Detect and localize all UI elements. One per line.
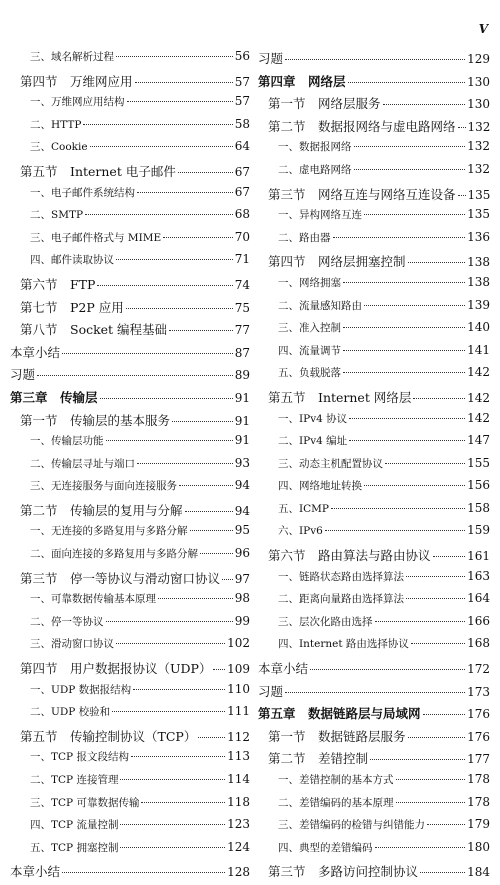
dot-leader (325, 530, 465, 531)
toc-entry-page: 91 (234, 433, 250, 448)
toc-entry (258, 388, 490, 411)
toc-entry-page: 91 (234, 390, 250, 405)
dot-leader (408, 737, 466, 738)
toc-entry-title: 二、传输层寻址与端口 (30, 457, 135, 470)
toc-entry-page: 156 (467, 478, 490, 493)
toc-entry (10, 659, 250, 682)
toc-entry (10, 230, 250, 253)
toc-entry-page: 56 (234, 49, 250, 63)
toc-entry-page: 141 (467, 342, 490, 357)
dot-leader (106, 621, 233, 622)
toc-entry (258, 636, 490, 659)
toc-entry (10, 749, 250, 772)
dot-leader (343, 282, 465, 283)
toc-entry (10, 840, 250, 863)
toc-entry-title: 三、层次化路由选择 (278, 615, 373, 628)
dot-leader (458, 127, 466, 128)
toc-entry (10, 72, 250, 95)
toc-entry-title: 第二节 传输层的复用与分解 (20, 502, 183, 518)
toc-entry-page: 178 (467, 794, 490, 809)
toc-entry-title: 二、UDP 校验和 (30, 706, 111, 719)
toc-entry (258, 252, 490, 275)
dot-leader (427, 824, 465, 825)
toc-entry-title: 一、TCP 报文段结构 (30, 751, 129, 764)
dot-leader (137, 192, 233, 193)
toc-entry-page: 118 (227, 794, 250, 809)
toc-entry (10, 298, 250, 321)
toc-entry-title: 二、差错编码的基本原理 (278, 796, 394, 809)
toc-entry (258, 523, 490, 546)
toc-entry (258, 207, 490, 230)
toc-entry-title: 第四章 网络层 (258, 73, 346, 89)
toc-entry-title: 四、TCP 流量控制 (30, 819, 119, 832)
toc-entry-page: 158 (467, 500, 490, 515)
toc-entry-title: 本章小结 (10, 344, 61, 360)
toc-entry-page: 74 (234, 277, 250, 292)
dot-leader (396, 802, 466, 803)
toc-entry-page: 135 (467, 207, 490, 222)
toc-entry-title: 二、IPv4 编址 (278, 435, 348, 448)
toc-entry-title: 一、无连接的多路复用与多路分解 (30, 525, 188, 538)
toc-entry-page: 176 (467, 707, 490, 722)
dot-leader (349, 440, 465, 441)
toc-entry-title: 一、可靠数据传输基本原理 (30, 593, 156, 606)
toc-entry (10, 456, 250, 479)
toc-entry (258, 614, 490, 637)
toc-entry-page: 87 (234, 345, 250, 360)
toc-entry-title: 第四节 网络层拥塞控制 (268, 254, 406, 270)
dot-leader (285, 692, 465, 693)
toc-entry (10, 569, 250, 592)
dot-leader (120, 824, 225, 825)
toc-entry-page: 179 (467, 817, 490, 832)
toc-entry (10, 49, 250, 72)
toc-entry-title: 二、SMTP (30, 209, 84, 222)
toc-entry (10, 636, 250, 659)
toc-entry (10, 343, 250, 366)
toc-entry-title: 第六节 FTP (20, 276, 96, 292)
toc-entry-page: 147 (467, 433, 490, 448)
toc-entry-title: 第三节 停一等协议与滑动窗口协议 (20, 570, 221, 586)
toc-entry (10, 365, 250, 388)
toc-entry (10, 275, 250, 298)
toc-entry-title: 第三节 网络互连与网络互连设备 (268, 186, 456, 202)
toc-entry (10, 795, 250, 818)
toc-entry-title: 三、Cookie (30, 141, 88, 154)
toc-entry (10, 501, 250, 524)
toc-entry-title: 三、域名解析过程 (30, 51, 114, 63)
toc-entry-page: 173 (467, 684, 490, 699)
toc-entry-title: 四、邮件读取协议 (30, 254, 114, 267)
dot-leader (348, 82, 466, 83)
toc-entry-title: 本章小结 (258, 661, 309, 677)
dot-leader (349, 418, 465, 419)
toc-entry (258, 840, 490, 863)
dot-leader (127, 101, 233, 102)
toc-entry (10, 320, 250, 343)
toc-entry (258, 478, 490, 501)
dot-leader (120, 847, 225, 848)
dot-leader (62, 353, 233, 354)
toc-entry-page: 161 (467, 549, 490, 564)
toc-entry-title: 第四节 用户数据报协议（UDP） (20, 661, 212, 677)
toc-entry (10, 704, 250, 727)
dot-leader (213, 669, 225, 670)
toc-entry-page: 142 (467, 390, 490, 405)
dot-leader (141, 802, 225, 803)
toc-entry (258, 727, 490, 750)
toc-entry-page: 159 (467, 523, 490, 538)
dot-leader (198, 737, 225, 738)
toc-entry (258, 795, 490, 818)
toc-entry-page: 180 (467, 839, 490, 854)
toc-entry (10, 388, 250, 411)
dot-leader (383, 104, 466, 105)
toc-entry-title: 二、流量感知路由 (278, 299, 362, 312)
toc-entry (258, 569, 490, 592)
dot-leader (179, 485, 233, 486)
toc-entry-page: 142 (467, 410, 490, 425)
toc-entry (10, 772, 250, 795)
toc-entry-title: 第六节 路由算法与路由协议 (268, 548, 431, 564)
dot-leader (37, 375, 233, 376)
dot-leader (116, 56, 233, 57)
toc-entry-title: 第一节 数据链路层服务 (268, 728, 406, 744)
toc-entry (258, 139, 490, 162)
dot-leader (163, 237, 233, 238)
toc-entry-page: 110 (227, 681, 250, 696)
toc-entry-page: 132 (467, 161, 490, 176)
dot-leader (116, 643, 225, 644)
toc-entry-title: 二、路由器 (278, 231, 331, 244)
toc-left-column (10, 49, 250, 885)
toc-entry-title: 本章小结 (10, 864, 61, 880)
toc-entry-page: 132 (467, 139, 490, 154)
toc-entry-page: 132 (467, 119, 490, 134)
toc-entry-title: 四、典型的差错编码 (278, 841, 373, 854)
toc-entry-page: 98 (234, 591, 250, 606)
toc-entry (258, 94, 490, 117)
dot-leader (343, 350, 465, 351)
toc-entry-title: 一、链路状态路由选择算法 (278, 570, 404, 583)
toc-entry-page: 166 (467, 613, 490, 628)
dot-leader (90, 146, 233, 147)
toc-entry-page: 102 (227, 636, 250, 651)
toc-entry (258, 433, 490, 456)
toc-entry-title: 四、Internet 路由选择协议 (278, 638, 409, 651)
toc-entry-title: 习题 (258, 51, 284, 66)
page-number: V (478, 22, 488, 36)
toc-entry-title: 三、差错编码的检错与纠错能力 (278, 819, 425, 832)
toc-entry (258, 862, 490, 885)
dot-leader (169, 330, 233, 331)
toc-entry-title: 习题 (258, 683, 284, 699)
toc-entry-page: 91 (234, 413, 250, 428)
dot-leader (370, 759, 465, 760)
toc-entry-title: 第二节 数据报网络与虚电路网络 (268, 118, 456, 134)
toc-entry (10, 252, 250, 275)
toc-entry (258, 343, 490, 366)
toc-entry (10, 433, 250, 456)
toc-entry (10, 682, 250, 705)
toc-entry-page: 138 (467, 274, 490, 289)
toc-entry-title: 第五节 Internet 网络层 (268, 389, 412, 405)
dot-leader (406, 598, 465, 599)
toc-entry-page: 58 (234, 116, 250, 131)
toc-entry-title: 一、网络拥塞 (278, 276, 341, 289)
toc-entry (10, 411, 250, 434)
dot-leader (135, 82, 233, 83)
toc-entry (258, 704, 490, 727)
dot-leader (116, 259, 233, 260)
toc-entry (10, 162, 250, 185)
toc-entry-title: 二、HTTP (30, 118, 82, 131)
toc-entry-title: 第八节 Socket 编程基础 (20, 322, 168, 338)
toc-entry-page: 112 (227, 729, 250, 744)
toc-entry-page: 114 (227, 772, 250, 786)
toc-entry-page: 138 (467, 255, 490, 270)
toc-entry (258, 591, 490, 614)
toc-entry (258, 659, 490, 682)
dot-leader (133, 689, 225, 690)
toc-entry-page: 164 (467, 591, 490, 606)
toc-entry-title: 四、网络地址转换 (278, 480, 362, 493)
toc-entry-page: 135 (467, 187, 490, 202)
dot-leader (190, 530, 233, 531)
toc-entry-page: 129 (467, 52, 490, 66)
toc-entry-page: 111 (227, 704, 250, 719)
toc-entry-title: 五、TCP 拥塞控制 (30, 841, 119, 854)
toc-entry-title: 一、异构网络互连 (278, 209, 362, 222)
toc-entry-title: 五、负载脱落 (278, 367, 341, 380)
toc-entry-title: 二、距离向量路由选择算法 (278, 593, 404, 606)
dot-leader (411, 643, 465, 644)
dot-leader (131, 756, 225, 757)
toc-entry-page: 139 (467, 297, 490, 312)
toc-entry-title: 第五节 传输控制协议（TCP） (20, 728, 197, 744)
toc-entry (258, 501, 490, 524)
dot-leader (396, 779, 466, 780)
dot-leader (85, 214, 233, 215)
toc-entry-title: 四、流量调节 (278, 344, 341, 357)
toc-entry-page: 140 (467, 320, 490, 335)
dot-leader (97, 285, 232, 286)
dot-leader (331, 508, 465, 509)
dot-leader (106, 440, 233, 441)
toc-entry (258, 230, 490, 253)
toc-entry-title: 一、传输层功能 (30, 435, 104, 448)
toc-entry (258, 72, 490, 95)
toc-entry-page: 96 (234, 546, 250, 561)
toc-entry-title: 第三节 多路访问控制协议 (268, 864, 419, 880)
dot-leader (222, 579, 233, 580)
dot-leader (354, 146, 466, 147)
toc-entry-title: 一、电子邮件系统结构 (30, 186, 135, 199)
dot-leader (385, 463, 465, 464)
dot-leader (112, 711, 225, 712)
toc-entry (258, 49, 490, 72)
toc-entry-title: 五、ICMP (278, 502, 329, 515)
toc-entry-page: 89 (234, 368, 250, 383)
toc-entry-page: 70 (234, 229, 250, 244)
toc-right-column (258, 49, 490, 885)
toc-entry (258, 117, 490, 140)
toc-entry-page: 128 (227, 865, 250, 880)
toc-entry-page: 95 (234, 523, 250, 538)
toc-entry-page: 124 (227, 839, 250, 854)
toc-entry-title: 第一节 传输层的基本服务 (20, 412, 171, 428)
dot-leader (83, 124, 232, 125)
dot-leader (364, 214, 465, 215)
toc-entry-title: 第五节 Internet 电子邮件 (20, 163, 176, 179)
toc-entry-title: 一、数据报网络 (278, 141, 352, 154)
dot-leader (285, 59, 465, 60)
toc-entry-title: 第二节 差错控制 (268, 751, 369, 767)
toc-entry (258, 365, 490, 388)
toc-entry (10, 546, 250, 569)
toc-entry-page: 64 (234, 139, 250, 154)
toc-entry-title: 三、TCP 可靠数据传输 (30, 796, 140, 809)
toc-entry-title: 三、准入控制 (278, 322, 341, 335)
dot-leader (458, 195, 466, 196)
dot-leader (178, 172, 233, 173)
toc-entry (10, 139, 250, 162)
toc-entry-title: 六、IPv6 (278, 525, 323, 538)
toc-entry-page: 184 (467, 865, 490, 880)
toc-entry-title: 第一节 网络层服务 (268, 96, 381, 112)
toc-entry (10, 817, 250, 840)
toc-entry-page: 68 (234, 207, 250, 222)
toc-entry (258, 162, 490, 185)
toc-entry-page: 142 (467, 365, 490, 380)
toc-entry (258, 298, 490, 321)
toc-entry-title: 二、TCP 连接管理 (30, 774, 119, 786)
dot-leader (408, 262, 466, 263)
toc-entry (10, 185, 250, 208)
dot-leader (354, 169, 466, 170)
toc-entry (258, 546, 490, 569)
toc-entry (10, 591, 250, 614)
toc-entry-page: 67 (234, 184, 250, 199)
dot-leader (413, 398, 465, 399)
toc-entry-title: 二、停一等协议 (30, 615, 104, 628)
toc-entry-page: 168 (467, 636, 490, 651)
toc-entry (258, 456, 490, 479)
toc-entry-page: 97 (234, 571, 250, 586)
dot-leader (158, 598, 233, 599)
toc-entry (258, 411, 490, 434)
dot-leader (343, 372, 465, 373)
toc-entry-title: 一、万维网应用结构 (30, 96, 125, 109)
toc-entry (10, 207, 250, 230)
toc-entry-page: 93 (234, 455, 250, 470)
toc-entry-title: 一、差错控制的基本方式 (278, 774, 394, 786)
toc-entry-title: 第五章 数据链路层与局域网 (258, 706, 421, 722)
dot-leader (364, 485, 465, 486)
toc-entry-title: 二、面向连接的多路复用与多路分解 (30, 548, 198, 561)
toc-entry-page: 57 (234, 94, 250, 109)
toc-entry-title: 三、电子邮件格式与 MIME (30, 231, 162, 244)
dot-leader (433, 556, 466, 557)
dot-leader (333, 237, 466, 238)
toc-entry-page: 77 (234, 323, 250, 338)
toc-entry (258, 185, 490, 208)
toc-entry-page: 71 (234, 252, 250, 267)
toc-entry (10, 94, 250, 117)
dot-leader (137, 463, 233, 464)
toc-entry-page: 57 (234, 74, 250, 89)
dot-leader (185, 511, 233, 512)
toc-entry-page: 130 (467, 74, 490, 89)
toc-entry-page: 94 (234, 503, 250, 518)
dot-leader (406, 576, 465, 577)
dot-leader (375, 847, 466, 848)
toc-entry (258, 682, 490, 705)
toc-entry-page: 130 (467, 97, 490, 112)
dot-leader (423, 714, 466, 715)
toc-entry-title: 第三章 传输层 (10, 389, 98, 405)
toc-entry (10, 523, 250, 546)
toc-entry (10, 614, 250, 637)
toc-entry-page: 113 (227, 749, 250, 764)
toc-entry (10, 862, 250, 885)
dot-leader (200, 553, 233, 554)
toc-entry-page: 67 (234, 164, 250, 179)
toc-entry-page: 178 (467, 772, 490, 786)
toc-entry (258, 275, 490, 298)
toc-entry (258, 749, 490, 772)
toc-entry-title: 第七节 P2P 应用 (20, 299, 124, 315)
toc-entry-title: 三、滑动窗口协议 (30, 638, 114, 651)
toc-entry-page: 176 (467, 729, 490, 744)
toc-entry-title: 习题 (10, 367, 36, 383)
toc-entry-page: 136 (467, 229, 490, 244)
dot-leader (420, 872, 465, 873)
toc-entry-page: 75 (234, 300, 250, 315)
toc-entry-title: 二、虚电路网络 (278, 163, 352, 176)
toc-entry-page: 163 (467, 568, 490, 583)
toc-entry (10, 478, 250, 501)
toc-entry-page: 177 (467, 752, 490, 767)
toc-entry-title: 一、UDP 数据报结构 (30, 683, 132, 696)
toc-entry-page: 109 (227, 662, 250, 677)
toc-entry-title: 第四节 万维网应用 (20, 73, 133, 89)
toc-entry (258, 772, 490, 795)
toc-entry-title: 一、IPv4 协议 (278, 412, 348, 425)
dot-leader (172, 421, 233, 422)
toc-entry-page: 99 (234, 613, 250, 628)
toc-entry (10, 727, 250, 750)
dot-leader (310, 669, 465, 670)
toc-entry-page: 94 (234, 478, 250, 493)
dot-leader (375, 621, 466, 622)
toc-entry-page: 155 (467, 455, 490, 470)
toc-entry-title: 三、动态主机配置协议 (278, 457, 383, 470)
toc-entry-title: 三、无连接服务与面向连接服务 (30, 480, 177, 493)
toc-entry-page: 123 (227, 817, 250, 832)
toc-entry (258, 320, 490, 343)
dot-leader (364, 305, 465, 306)
dot-leader (100, 398, 233, 399)
toc-entry (10, 117, 250, 140)
dot-leader (343, 327, 465, 328)
toc-entry (258, 817, 490, 840)
dot-leader (62, 872, 225, 873)
toc-entry-page: 172 (467, 662, 490, 677)
dot-leader (126, 308, 233, 309)
dot-leader (120, 779, 225, 780)
